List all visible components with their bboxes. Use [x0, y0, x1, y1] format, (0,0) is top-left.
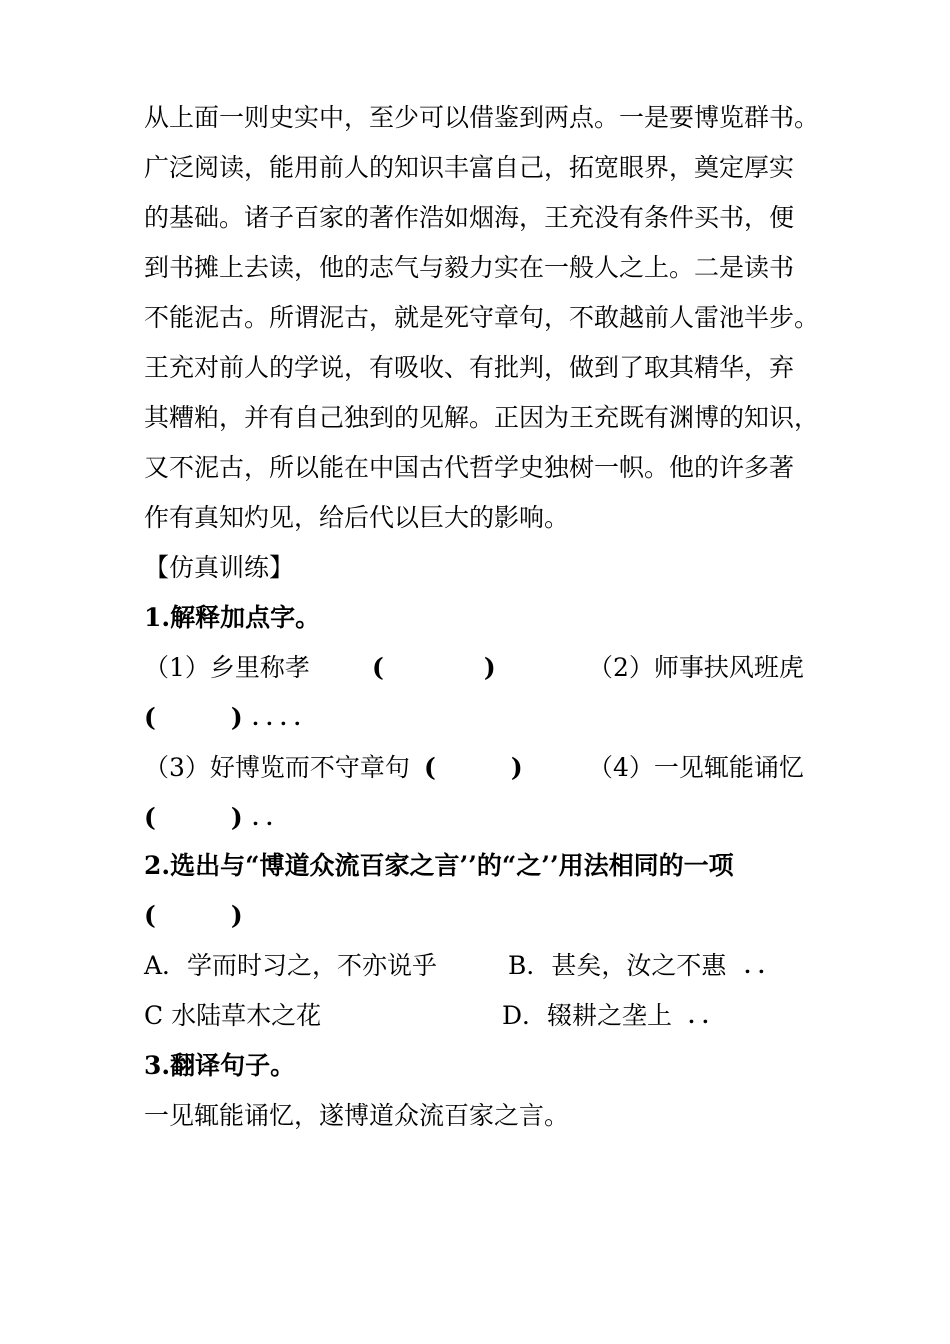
section-heading: 【仿真训练】: [144, 553, 295, 582]
option-a: A．学而时习之，不亦说乎: [144, 951, 438, 980]
question-1-row-4: [144, 798, 444, 838]
passage-line-9: 作有真知灼见，给后代以巨大的影响。: [144, 503, 570, 532]
q1-item-4: （4）一见辄能诵忆: [588, 753, 804, 782]
question-1-row-1: [144, 648, 824, 688]
option-d-emphasis-dots: . .: [688, 1004, 709, 1028]
q1-item-1-blank: ( ): [372, 653, 496, 682]
passage-line-5: 不能泥古。所谓泥古，就是死守章句，不敢越前人雷池半步。: [144, 303, 820, 332]
question-3-sentence: 一见辄能诵忆，遂博道众流百家之言。: [144, 1101, 570, 1130]
passage-line-4: 到书摊上去读，他的志气与毅力实在一般人之上。二是读书: [144, 253, 795, 282]
question-2-title: 2.选出与“博道众流百家之言’’的“之’’用法相同的一项: [144, 851, 734, 880]
passage-line-2: 广泛阅读，能用前人的知识丰富自己，拓宽眼界，奠定厚实: [144, 153, 795, 182]
q1-item-3-blank: ( ): [424, 753, 523, 782]
option-d: D．辍耕之垄上: [502, 1001, 673, 1030]
option-b: B．甚矣，汝之不惠: [508, 951, 727, 980]
q1-item-4-blank: ( ): [144, 803, 243, 832]
passage-line-6: 王充对前人的学说，有吸收、有批判，做到了取其精华，弃: [144, 353, 795, 382]
q1-item-4-emphasis-dots: . .: [252, 806, 273, 830]
question-2-options-row-1: [144, 946, 824, 986]
question-1-row-2: [144, 698, 444, 738]
question-1-title: 1.解释加点字。: [144, 603, 321, 632]
question-1-row-3: [144, 748, 824, 788]
passage-line-1: 从上面一则史实中，至少可以借鉴到两点。一是要博览群书。: [144, 103, 820, 132]
question-2-options-row-2: [144, 996, 824, 1036]
q1-item-2-blank: ( ): [144, 703, 243, 732]
passage-line-3: 的基础。诸子百家的著作浩如烟海，王充没有条件买书，便: [144, 203, 795, 232]
q1-item-1: （1）乡里称孝: [144, 653, 310, 682]
q1-item-2-emphasis-dots: . . . .: [252, 706, 301, 730]
q1-item-3: （3）好博览而不守章句: [144, 753, 410, 782]
question-2-blank: ( ): [144, 901, 243, 930]
q1-item-2: （2）师事扶风班虎: [588, 653, 804, 682]
question-3-title: 3.翻译句子。: [144, 1051, 296, 1080]
passage-line-8: 又不泥古，所以能在中国古代哲学史独树一帜。他的许多著: [144, 453, 795, 482]
passage-line-7: 其糟粕，并有自己独到的见解。正因为王充既有渊博的知识，: [144, 403, 820, 432]
option-b-emphasis-dots: . .: [744, 954, 765, 978]
option-c: C 水陆草木之花: [144, 1001, 322, 1030]
